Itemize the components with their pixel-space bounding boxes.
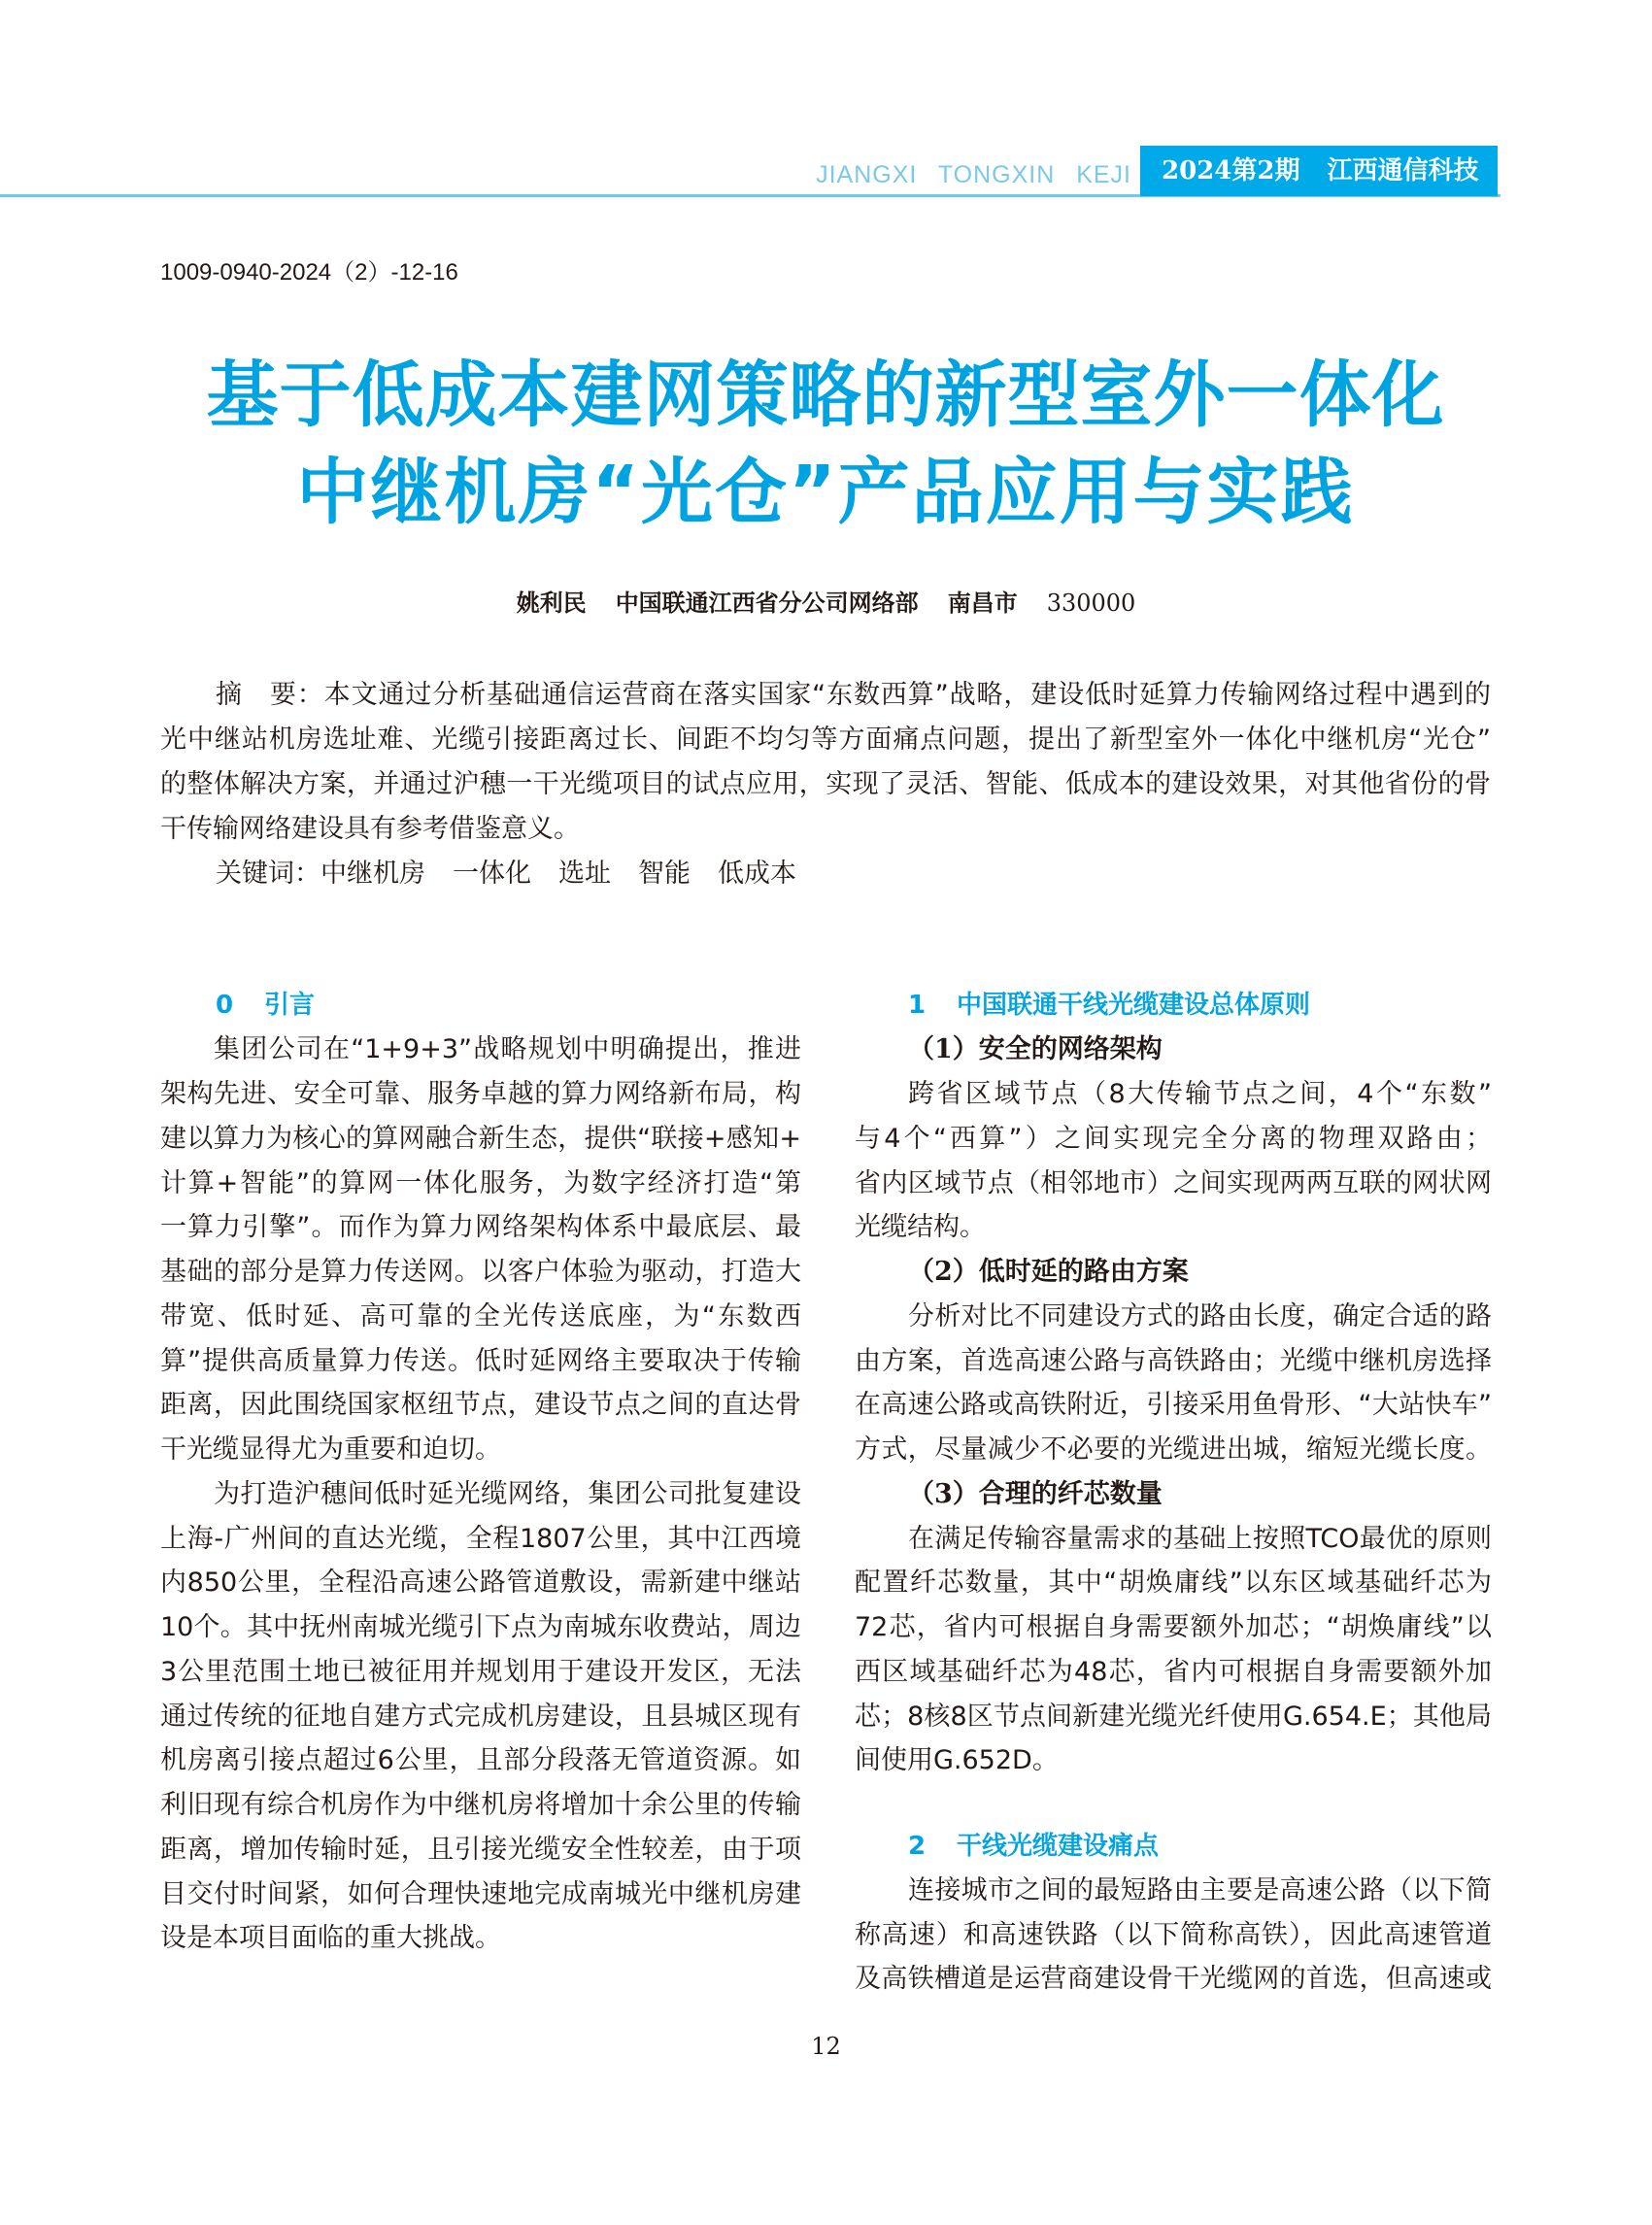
body-line: 由方案，首选高速公路与高铁路由；光缆中继机房选择: [855, 1346, 1492, 1376]
body-line: 干光缆显得尤为重要和迫切。: [160, 1434, 501, 1465]
keywords-label: 关键词：: [216, 859, 320, 889]
author-zip: 330000: [1046, 590, 1136, 617]
body-line: 为打造沪穗间低时延光缆网络，集团公司批复建设: [214, 1479, 801, 1509]
body-line: 3公里范围土地已被征用并规划用于建设开发区，无法: [160, 1657, 801, 1687]
document-number: 1009-0940-2024（2）-12-16: [160, 259, 458, 286]
body-line: 配置纤芯数量，其中“胡焕庸线”以东区域基础纤芯为: [855, 1568, 1492, 1598]
section-number: 1: [908, 991, 927, 1020]
keywords: [216, 852, 1491, 896]
body-line: 一算力引擎”。而作为算力网络架构体系中最底层、最: [160, 1212, 801, 1242]
keyword: 中继机房: [320, 859, 425, 889]
body-line: 内850公里，全程沿高速公路管道敷设，需新建中继站: [160, 1568, 801, 1598]
body-line: 距离，增加传输时延，且引接光缆安全性较差，由于项: [160, 1835, 801, 1865]
body-line: 基础的部分是算力传送网。以客户体验为驱动，打造大: [160, 1257, 801, 1287]
body-line: 及高铁槽道是运营商建设骨干光缆网的首选，但高速或: [855, 1964, 1492, 1994]
body-line: 连接城市之间的最短路由主要是高速公路（以下简: [908, 1875, 1492, 1905]
abstract-line: 的整体解决方案，并通过沪穗一干光缆项目的试点应用，实现了灵活、智能、低成本的建设效果，对其他省份的骨: [160, 769, 1491, 799]
keyword: 低成本: [718, 859, 796, 889]
page-number: 12: [811, 2033, 841, 2060]
subsection-heading: （3）合理的纤芯数量: [908, 1479, 1163, 1509]
section-heading-2: [908, 1824, 1159, 1869]
body-line: 上海-广州间的直达光缆，全程1807公里，其中江西境: [160, 1524, 801, 1554]
body-line: 集团公司在“1+9+3”战略规划中明确提出，推进: [214, 1034, 801, 1064]
body-line: 10个。其中抚州南城光缆引下点为南城东收费站，周边: [160, 1612, 801, 1642]
body-line: 机房离引接点超过6公里，且部分段落无管道资源。如: [160, 1745, 801, 1775]
body-line: 目交付时间紧，如何合理快速地完成南城光中继机房建: [160, 1879, 801, 1909]
section-title: 引言: [264, 991, 316, 1020]
body-line: 光缆结构。: [855, 1212, 986, 1242]
section-number: 0: [216, 991, 234, 1020]
section-title: 中国联通干线光缆建设总体原则: [957, 991, 1311, 1020]
body-line: 72芯，省内可根据自身需要额外加芯；“胡焕庸线”以: [855, 1612, 1492, 1642]
body-line: 计算+智能”的算网一体化服务，为数字经济打造“第: [160, 1168, 801, 1198]
section-number: 2: [908, 1832, 927, 1861]
body-line: 芯；8核8区节点间新建光缆光纤使用G.654.E；其他局: [855, 1702, 1492, 1732]
body-line: 省内区域节点（相邻地市）之间实现两两互联的网状网: [855, 1168, 1492, 1198]
body-line: 算”提供高质量算力传送。低时延网络主要取决于传输: [160, 1346, 801, 1376]
author-line: [0, 586, 1652, 621]
keyword: 一体化: [453, 859, 531, 889]
body-line: 跨省区域节点（8大传输节点之间，4个“东数”: [908, 1079, 1492, 1109]
subsection-heading: （1）安全的网络架构: [908, 1034, 1163, 1064]
author-affiliation: 中国联通江西省分公司网络部: [615, 589, 919, 617]
journal-name-pinyin: JIANGXI TONGXIN KEJI: [816, 161, 1131, 188]
author-city: 南昌市: [947, 589, 1018, 617]
body-line: 称高速）和高速铁路（以下简称高铁），因此高速管道: [855, 1920, 1492, 1950]
body-line: 设是本项目面临的重大挑战。: [160, 1923, 501, 1953]
body-line: 利旧现有综合机房作为中继机房将增加十余公里的传输: [160, 1790, 801, 1820]
subsection-heading: （2）低时延的路由方案: [908, 1257, 1189, 1287]
body-line: 在满足传输容量需求的基础上按照TCO最优的原则: [908, 1524, 1492, 1554]
abstract-line: 干传输网络建设具有参考借鉴意义。: [160, 814, 580, 844]
abstract-line: 摘 要：本文通过分析基础通信运营商在落实国家“东数西算”战略，建设低时延算力传输网络过程中遇到的: [216, 680, 1491, 710]
body-line: 西区域基础纤芯为48芯，省内可根据自身需要额外加: [855, 1657, 1492, 1687]
body-line: 架构先进、安全可靠、服务卓越的算力网络新布局，构: [160, 1079, 801, 1109]
abstract-line: 光中继站机房选址难、光缆引接距离过长、间距不均匀等方面痛点问题，提出了新型室外一体化中继机房“光仓”: [160, 725, 1491, 755]
body-line: 方式，尽量减少不必要的光缆进出城，缩短光缆长度。: [855, 1434, 1492, 1465]
article-title-line-1: 基于低成本建网策略的新型室外一体化: [206, 354, 1445, 437]
body-line: 通过传统的征地自建方式完成机房建设，且县城区现有: [160, 1702, 801, 1732]
journal-name-cn: 江西通信科技: [1327, 156, 1479, 185]
article-title-line-2: 中继机房“光仓”产品应用与实践: [296, 451, 1355, 534]
body-line: 间使用G.652D。: [855, 1745, 1059, 1775]
keyword: 智能: [638, 859, 691, 889]
keyword: 选址: [558, 859, 611, 889]
body-line: 带宽、低时延、高可靠的全光传送底座，为“东数西: [160, 1301, 801, 1332]
issue-label: 2024第2期: [1162, 156, 1300, 185]
section-heading-1: [908, 983, 1310, 1028]
section-heading-0: [216, 983, 315, 1028]
body-line: 与4个“西算”）之间实现完全分离的物理双路由；: [855, 1124, 1492, 1154]
body-line: 在高速公路或高铁附近，引接采用鱼骨形、“大站快车”: [855, 1390, 1492, 1420]
body-line: 距离，因此围绕国家枢纽节点，建设节点之间的直达骨: [160, 1390, 801, 1420]
body-line: 分析对比不同建设方式的路由长度，确定合适的路: [908, 1301, 1492, 1332]
journal-issue-banner: [1140, 146, 1498, 196]
body-line: 建以算力为核心的算网融合新生态，提供“联接+感知+: [160, 1124, 801, 1154]
section-title: 干线光缆建设痛点: [957, 1832, 1160, 1861]
author-name: 姚利民: [516, 589, 587, 617]
